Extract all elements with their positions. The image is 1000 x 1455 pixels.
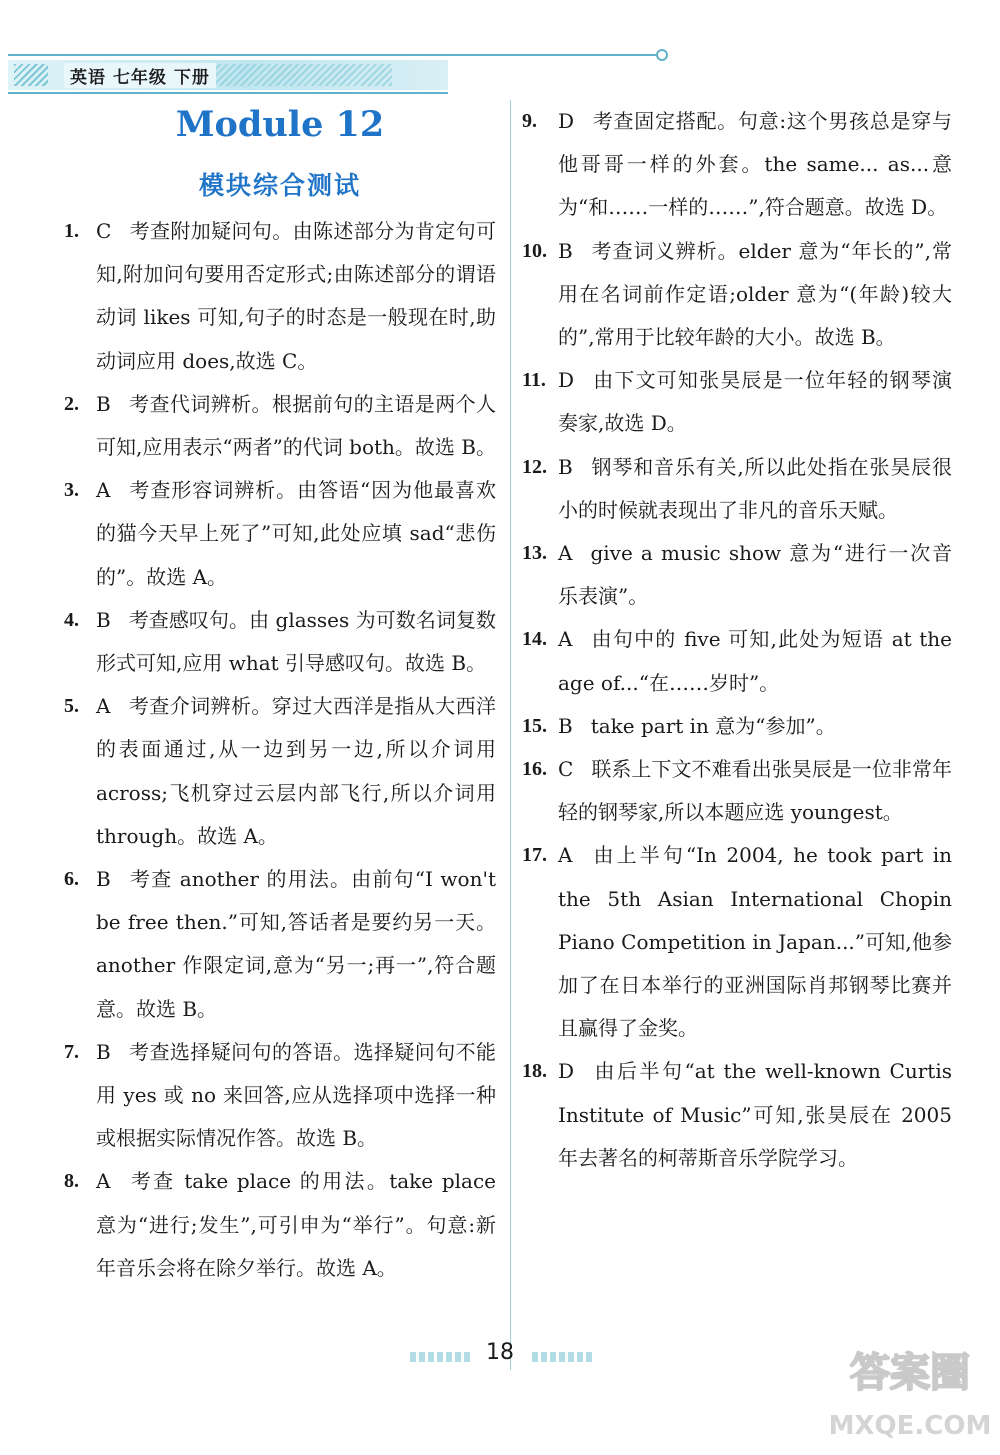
module-title: Module 12 bbox=[175, 104, 385, 145]
page-number: 18 bbox=[486, 1340, 514, 1365]
explanation-text: 联系上下文不难看出张昊辰是一位非常年轻的钢琴家,所以本题应选 youngest。 bbox=[558, 757, 952, 825]
answer-choice: C bbox=[558, 757, 574, 782]
explanation-text: give a music show 意为“进行一次音乐表演”。 bbox=[558, 541, 952, 609]
explanation-text: 考查词义辨析。elder 意为“年长的”,常用在名词前作定语;older 意为“(年龄)较大的”,常用于比较年龄的大小。故选 B。 bbox=[558, 238, 952, 350]
explanation-text: 考查介词辨析。穿过大西洋是指从大西洋的表面通过,从一边到另一边,所以介词用 across;飞机穿过云层内部飞行,所以介词用 through。故选 A。 bbox=[96, 694, 496, 848]
question-number: 5. bbox=[64, 695, 79, 718]
answer-explanation bbox=[558, 446, 952, 532]
answer-choice: A bbox=[96, 694, 111, 719]
explanation-text: 由句中的 five 可知,此处为短语 at the age of...“在……岁时”。 bbox=[558, 627, 952, 695]
column-divider bbox=[510, 100, 511, 1370]
explanation-text: 考查 take place 的用法。take place 意为“进行;发生”,可引申为“举行”。句意:新年音乐会将在除夕举行。故选 A。 bbox=[96, 1169, 496, 1280]
answer-item bbox=[64, 210, 496, 383]
question-number: 13. bbox=[522, 542, 547, 565]
svg-text:MXQE.COM: MXQE.COM bbox=[828, 1411, 992, 1441]
answer-item bbox=[522, 748, 952, 834]
answer-explanation bbox=[558, 1050, 952, 1180]
explanation-text: 考查代词辨析。根据前句的主语是两个人可知,应用表示“两者”的代词 both。故选 B。 bbox=[96, 391, 496, 460]
answer-explanation bbox=[96, 383, 496, 469]
question-number: 17. bbox=[522, 844, 547, 867]
answer-explanation bbox=[96, 858, 496, 1031]
answer-item bbox=[522, 618, 952, 704]
page-header bbox=[0, 0, 1000, 100]
explanation-text: 由后半句“at the well-known Curtis Institute of Music”可知,张昊辰在 2005 年去著名的柯蒂斯音乐学院学习。 bbox=[558, 1059, 952, 1170]
answer-choice: A bbox=[558, 843, 573, 868]
answer-item bbox=[64, 599, 496, 685]
answer-explanation bbox=[96, 210, 496, 383]
header-stripe-decoration bbox=[14, 64, 48, 86]
answer-choice: B bbox=[558, 713, 573, 738]
answer-choice: C bbox=[96, 219, 112, 243]
question-number: 2. bbox=[64, 392, 79, 415]
explanation-text: 考查 another 的用法。由前句“I won't be free then.”可知,答话者是要约另一天。another 作限定词,意为“另一;再一”,符合题意。故选 B。 bbox=[96, 867, 496, 1021]
question-number: 15. bbox=[522, 714, 547, 737]
answer-explanation bbox=[96, 1031, 496, 1161]
answer-choice: B bbox=[96, 867, 111, 892]
answer-item bbox=[522, 532, 952, 618]
answer-choice: D bbox=[558, 368, 575, 393]
answer-choice: B bbox=[96, 1039, 111, 1064]
answer-choice: B bbox=[558, 454, 573, 479]
answer-item bbox=[64, 685, 496, 858]
answer-item bbox=[64, 469, 496, 599]
explanation-text: 由下文可知张昊辰是一位年轻的钢琴演奏家,故选 D。 bbox=[558, 368, 952, 436]
answer-item bbox=[522, 834, 952, 1050]
explanation-text: 考查感叹句。由 glasses 为可数名词复数形式可知,应用 what 引导感叹句。故选 B。 bbox=[96, 607, 496, 676]
answer-item bbox=[522, 705, 952, 748]
answer-explanation bbox=[558, 748, 952, 834]
answer-choice: B bbox=[558, 238, 573, 263]
answer-item bbox=[522, 446, 952, 532]
section-subtitle: 模块综合测试 bbox=[198, 171, 361, 200]
question-number: 14. bbox=[522, 628, 547, 651]
question-number: 12. bbox=[522, 455, 547, 478]
watermark-logo bbox=[826, 1334, 994, 1452]
left-column bbox=[64, 210, 496, 1290]
explanation-text: 考查附加疑问句。由陈述部分为肯定句可知,附加问句要用否定形式;由陈述部分的谓语动词 likes 可知,句子的时态是一般现在时,助动词应用 does,故选 C。 bbox=[96, 219, 496, 373]
answer-item bbox=[64, 383, 496, 469]
answer-item bbox=[64, 1160, 496, 1290]
answer-explanation bbox=[96, 1160, 496, 1290]
answer-item bbox=[522, 359, 952, 445]
header-rule bbox=[8, 54, 658, 56]
answer-choice: A bbox=[558, 541, 573, 566]
answer-choice: D bbox=[558, 109, 575, 133]
header-rule-dot bbox=[656, 49, 668, 61]
answer-item bbox=[64, 858, 496, 1031]
question-number: 1. bbox=[64, 220, 79, 242]
answer-explanation bbox=[558, 359, 952, 445]
answer-item bbox=[522, 1050, 952, 1180]
question-number: 6. bbox=[64, 868, 79, 891]
explanation-text: 考查形容词辨析。由答语“因为他最喜欢的猫今天早上死了”可知,此处应填 sad“悲伤的”。故选 A。 bbox=[96, 478, 496, 589]
answer-explanation bbox=[96, 469, 496, 599]
svg-text:答案圈: 答案圈 bbox=[850, 1350, 970, 1396]
question-number: 3. bbox=[64, 479, 79, 502]
answer-explanation bbox=[558, 532, 952, 618]
answer-choice: A bbox=[96, 1169, 111, 1194]
question-number: 7. bbox=[64, 1040, 79, 1063]
explanation-text: 钢琴和音乐有关,所以此处指在张昊辰很小的时候就表现出了非凡的音乐天赋。 bbox=[558, 454, 952, 522]
explanation-text: 由上半句“In 2004, he took part in the 5th Asian International Chopin Piano Competition in Japan...”可知,他参加了在日本举行的亚洲国际肖邦钢琴比赛并且赢得了金奖。 bbox=[558, 843, 952, 1041]
answer-choice: B bbox=[96, 607, 111, 632]
answer-choice: A bbox=[96, 478, 111, 503]
question-number: 8. bbox=[64, 1170, 79, 1193]
answer-explanation bbox=[558, 100, 952, 230]
question-number: 10. bbox=[522, 239, 547, 262]
explanation-text: 考查固定搭配。句意:这个男孩总是穿与他哥哥一样的外套。the same... as...意为“和……一样的……”,符合题意。故选 D。 bbox=[558, 109, 952, 220]
answer-explanation bbox=[558, 705, 952, 748]
answer-explanation bbox=[96, 599, 496, 685]
answer-item bbox=[522, 230, 952, 360]
explanation-text: 考查选择疑问句的答语。选择疑问句不能用 yes 或 no 来回答,应从选择项中选择一种或根据实际情况作答。故选 B。 bbox=[96, 1039, 496, 1151]
answer-item bbox=[522, 100, 952, 230]
question-number: 4. bbox=[64, 608, 79, 631]
answer-choice: B bbox=[96, 391, 111, 416]
book-title: 英语 七年级 下册 bbox=[64, 63, 216, 88]
right-column bbox=[522, 100, 952, 1180]
answer-explanation bbox=[558, 834, 952, 1050]
answer-choice: D bbox=[558, 1059, 575, 1084]
question-number: 18. bbox=[522, 1060, 547, 1083]
question-number: 11. bbox=[522, 369, 546, 392]
answer-explanation bbox=[558, 618, 952, 704]
answer-explanation bbox=[96, 685, 496, 858]
answer-item bbox=[64, 1031, 496, 1161]
header-underline bbox=[8, 92, 448, 94]
answer-explanation bbox=[558, 230, 952, 360]
answer-choice: A bbox=[558, 627, 573, 652]
question-number: 16. bbox=[522, 758, 547, 781]
explanation-text: take part in 意为“参加”。 bbox=[590, 713, 836, 738]
question-number: 9. bbox=[522, 110, 537, 132]
page-number-decoration bbox=[532, 1352, 592, 1362]
header-stripe-decoration bbox=[212, 64, 392, 86]
